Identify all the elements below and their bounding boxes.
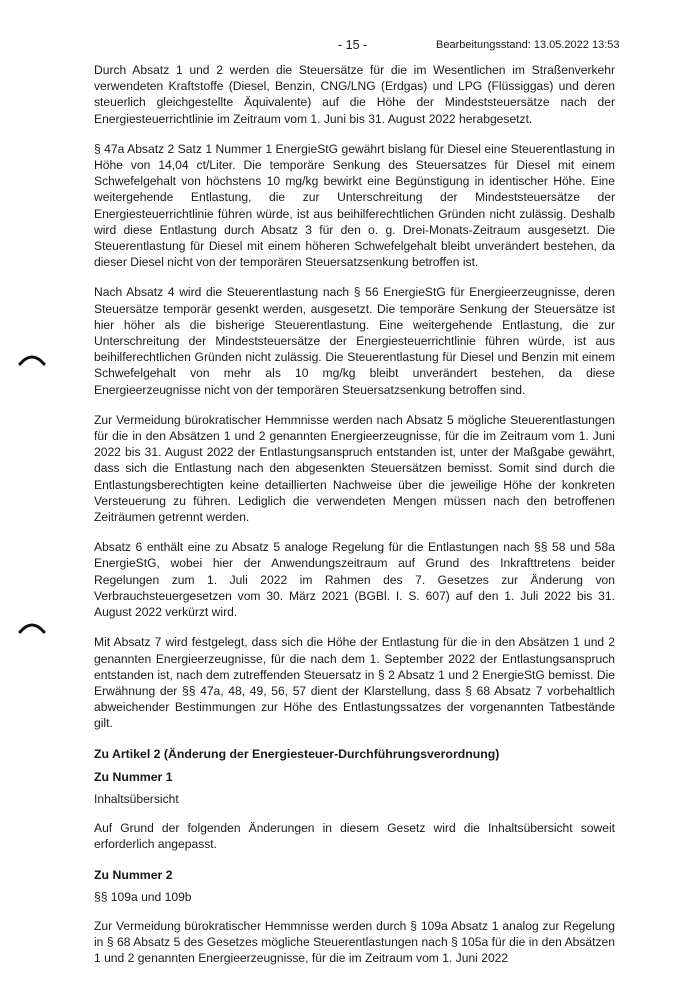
section-heading: Zu Artikel 2 (Änderung der Energiesteuer-Durchführungsverordnung) bbox=[94, 746, 500, 761]
page-header bbox=[0, 36, 700, 56]
document-body bbox=[94, 62, 615, 981]
revision-status: Bearbeitungsstand: 13.05.2022 13:53 bbox=[436, 39, 620, 51]
subsection-subject: §§ 109a und 109b bbox=[94, 889, 192, 904]
paragraph: § 47a Absatz 2 Satz 1 Nummer 1 EnergieStG gewährt bislang für Diesel eine Steuerentlastung in Höhe von 14,04 ct/Liter. Die temporäre Senkung des Steuersatzes für Diesel mit einem Schwefelgehalt von höchstens 10 mg/kg bewirkt eine Begünstigung in identischer Höhe. Eine weitergehende Entlastung, die zur Unterschreitung der Mindeststeuersätze der Energiesteuerrichtlinie führen würde, ist aus beihilferechtlichen Gründen nicht zulässig. Deshalb wird diese Entlastung durch Absatz 3 für den o. g. Drei-Monats-Zeitraum ausgesetzt. Die Steuerentlastung für Diesel mit einem höheren Schwefelgehalt bleibt unverändert bestehen, da dieser Diesel nicht von der temporären Steuersatzsenkung betroffen ist. bbox=[94, 141, 615, 270]
subsection-heading: Zu Nummer 1 bbox=[94, 769, 173, 784]
paragraph: Mit Absatz 7 wird festgelegt, dass sich die Höhe der Entlastung für die in den Absätzen 1 und 2 genannten Energieerzeugnisse, für die nach dem 1. September 2022 der Entlastungsanspruch entstanden ist, nach dem zutreffenden Steuersatz in § 2 Absatz 1 und 2 EnergieStG bemisst. Die Erwähnung der §§ 47a, 48, 49, 56, 57 dient der Klarstellung, dass § 68 Absatz 7 vorbehaltlich abweichender Bestimmungen zur Höhe des Entlastungssatzes der vorgenannten Tatbestände gilt. bbox=[94, 635, 615, 731]
binding-hole-mark bbox=[18, 352, 46, 366]
subsection-heading: Zu Nummer 2 bbox=[94, 867, 173, 882]
paragraph: Zur Vermeidung bürokratischer Hemmnisse werden nach Absatz 5 mögliche Steuerentlastungen für die in den Absätzen 1 und 2 genannten Energieerzeugnisse, für die im Zeitraum vom 1. Juni 2022 bis 31. August 2022 der Entlastungsanspruch entstanden ist, unter der Maßgabe gewährt, dass sich die Entlastung nach den abgesenkten Steuersätzen bemisst. Somit sind durch die Entlastungsberechtigten keine detaillierten Nachweise über die jeweilige Höhe der konkreten Versteuerung zu führen. Lediglich die verwendeten Mengen müssen nach den betroffenen Zeiträumen getrennt werden. bbox=[94, 412, 615, 525]
paragraph: Zur Vermeidung bürokratischer Hemmnisse werden durch § 109a Absatz 1 analog zur Regelung in § 68 Absatz 5 des Gesetzes mögliche Steuerentlastungen nach § 105a für die in den Absätzen 1 und 2 genannten Energieerzeugnisse, für die im Zeitraum vom 1. Juni 2022 bbox=[94, 918, 615, 966]
subsection-subject: Inhaltsübersicht bbox=[94, 791, 179, 806]
binding-hole-mark bbox=[18, 620, 46, 634]
paragraph: Auf Grund der folgenden Änderungen in diesem Gesetz wird die Inhaltsübersicht soweit erforderlich angepasst. bbox=[94, 821, 615, 852]
paragraph: Nach Absatz 4 wird die Steuerentlastung nach § 56 EnergieStG für Energieerzeugnisse, deren Steuersätze temporär gesenkt werden, ausgesetzt. Die temporäre Senkung der Steuersätze ist hier höher als die bisherige Steuerentlastung. Eine weitergehende Entlastung, die zur Unterschreitung der Mindeststeuersätze der Energiesteuerrichtlinie führen würde, ist aus beihilferechtlichen Gründen nicht zulässig. Die Steuerentlastung für Diesel und Benzin mit einem Schwefelgehalt von mehr als 10 mg/kg bleibt unverändert bestehen, da diese Energieerzeugnisse nicht von der temporären Steuersatzsenkung betroffen sind. bbox=[94, 285, 615, 397]
paragraph: Absatz 6 enthält eine zu Absatz 5 analoge Regelung für die Entlastungen nach §§ 58 und 58a EnergieStG, wobei hier der Anwendungszeitraum auf Grund des Inkrafttretens beider Regelungen zum 1. Juli 2022 im Rahmen des 7. Gesetzes zur Änderung von Verbrauchsteuergesetzen vom 30. März 2021 (BGBl. I. S. 607) auf den 1. Juli 2022 bis 31. August 2022 verkürzt wird. bbox=[94, 540, 615, 620]
page-number: - 15 - bbox=[338, 38, 368, 52]
paragraph: Durch Absatz 1 und 2 werden die Steuersätze für die im Wesentlichen im Straßenverkehr verwendeten Kraftstoffe (Diesel, Benzin, CNG/LNG (Erdgas) und LPG (Flüssiggas) und deren steuerlich gleichgestellte Äquivalente) auf die Höhe der Mindeststeuersätze nach der Energiesteuerrichtlinie im Zeitraum vom 1. Juni bis 31. August 2022 herabgesetzt. bbox=[94, 63, 615, 126]
